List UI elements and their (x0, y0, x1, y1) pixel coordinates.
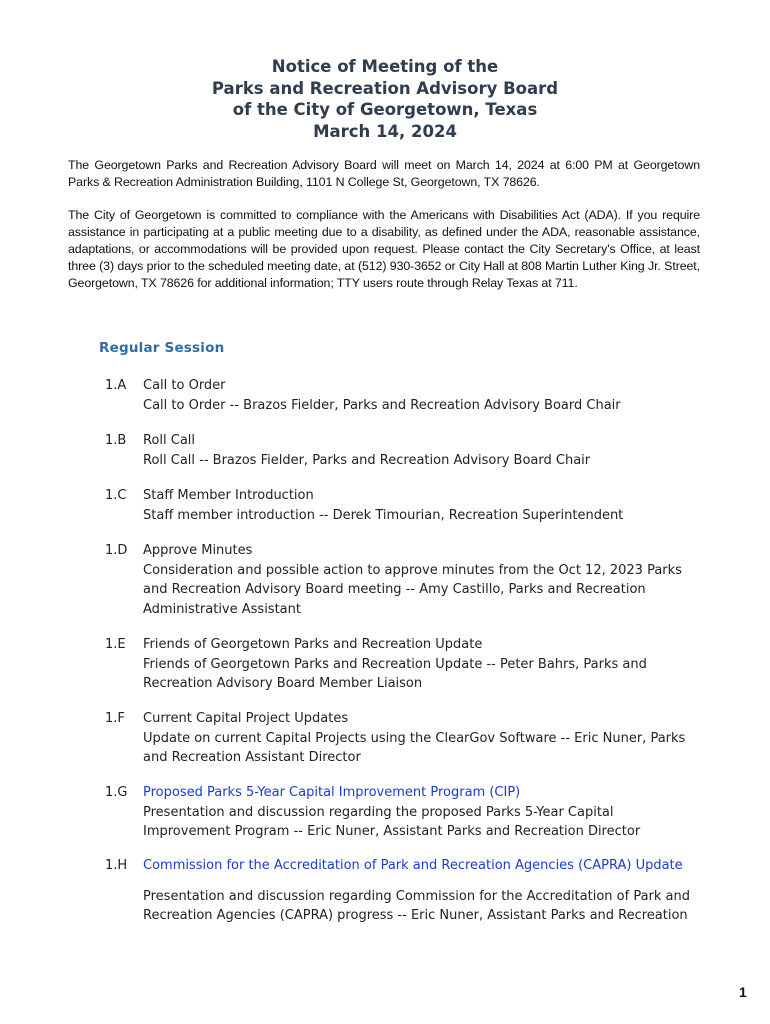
agenda-item-number: 1.A (105, 378, 127, 393)
section-heading-regular-session: Regular Session (99, 340, 225, 356)
agenda-item-title-link[interactable]: Commission for the Accreditation of Park and Recreation Agencies (CAPRA) Update (143, 858, 683, 873)
agenda-item-number: 1.H (105, 858, 128, 873)
meeting-notice-title (0, 56, 770, 142)
agenda-item-title: Staff Member Introduction (143, 488, 314, 503)
agenda-item-number: 1.E (105, 637, 126, 652)
agenda-item-description: Presentation and discussion regarding the proposed Parks 5-Year Capital Improvement Program -- Eric Nuner, Assistant Parks and Recreation Director (143, 804, 641, 839)
agenda-item-number: 1.G (105, 785, 128, 800)
agenda-item-number: 1.B (105, 433, 127, 448)
agenda-item-title-link[interactable]: Proposed Parks 5-Year Capital Improvement Program (CIP) (143, 785, 521, 800)
agenda-item-description: Call to Order -- Brazos Fielder, Parks and Recreation Advisory Board Chair (143, 397, 621, 413)
title-line-3: of the City of Georgetown, Texas (232, 100, 538, 119)
agenda-item-description: Consideration and possible action to approve minutes from the Oct 12, 2023 Parks and Recreation Advisory Board meeting -- Amy Castillo, Parks and Recreation Administrative Assistant (143, 562, 682, 617)
agenda-item-title: Roll Call (143, 433, 196, 448)
agenda-item-title: Current Capital Project Updates (143, 711, 349, 726)
agenda-item-number: 1.D (105, 543, 128, 558)
agenda-item-description: Roll Call -- Brazos Fielder, Parks and Recreation Advisory Board Chair (143, 452, 591, 468)
agenda-item-description: Update on current Capital Projects using the ClearGov Software -- Eric Nuner, Parks and Recreation Assistant Director (143, 730, 686, 765)
ada-notice-paragraph: The City of Georgetown is committed to compliance with the Americans with Disabilities Act (ADA). If you require assistance in participating at a public meeting due to a disability, as defined under the ADA, reasonable assistance, adaptations, or accommodations will be provided upon request. Please contact the City Secretary's Office, at least three (3) days prior to the scheduled meeting date, at (512) 930-3652 or City Hall at 808 Martin Luther King Jr. Street, Georgetown, TX 78626 for additional information; TTY users route through Relay Texas at 711. (68, 208, 700, 290)
agenda-item-title: Approve Minutes (143, 543, 253, 558)
title-line-2: Parks and Recreation Advisory Board (211, 78, 559, 98)
meeting-intro-paragraph: The Georgetown Parks and Recreation Advisory Board will meet on March 14, 2024 at 6:00 PM at Georgetown Parks & Recreation Administration Building, 1101 N College St, Georgetown, TX 78626. (68, 158, 700, 189)
agenda-item-description: Staff member introduction -- Derek Timourian, Recreation Superintendent (143, 507, 624, 523)
agenda-item-description: Presentation and discussion regarding Commission for the Accreditation of Park and Recreation Agencies (CAPRA) progress -- Eric Nuner, Assistant Parks and Recreation (143, 888, 691, 923)
agenda-item-number: 1.F (105, 711, 125, 726)
agenda-item-number: 1.C (105, 488, 127, 503)
page-number: 1 (739, 984, 747, 1000)
agenda-item-title: Call to Order (143, 378, 226, 393)
meeting-date: March 14, 2024 (313, 121, 457, 141)
agenda-item-title: Friends of Georgetown Parks and Recreation Update (143, 637, 483, 652)
title-line-1: Notice of Meeting of the (271, 57, 499, 76)
agenda-item-description: Friends of Georgetown Parks and Recreation Update -- Peter Bahrs, Parks and Recreation Advisory Board Member Liaison (143, 656, 647, 691)
